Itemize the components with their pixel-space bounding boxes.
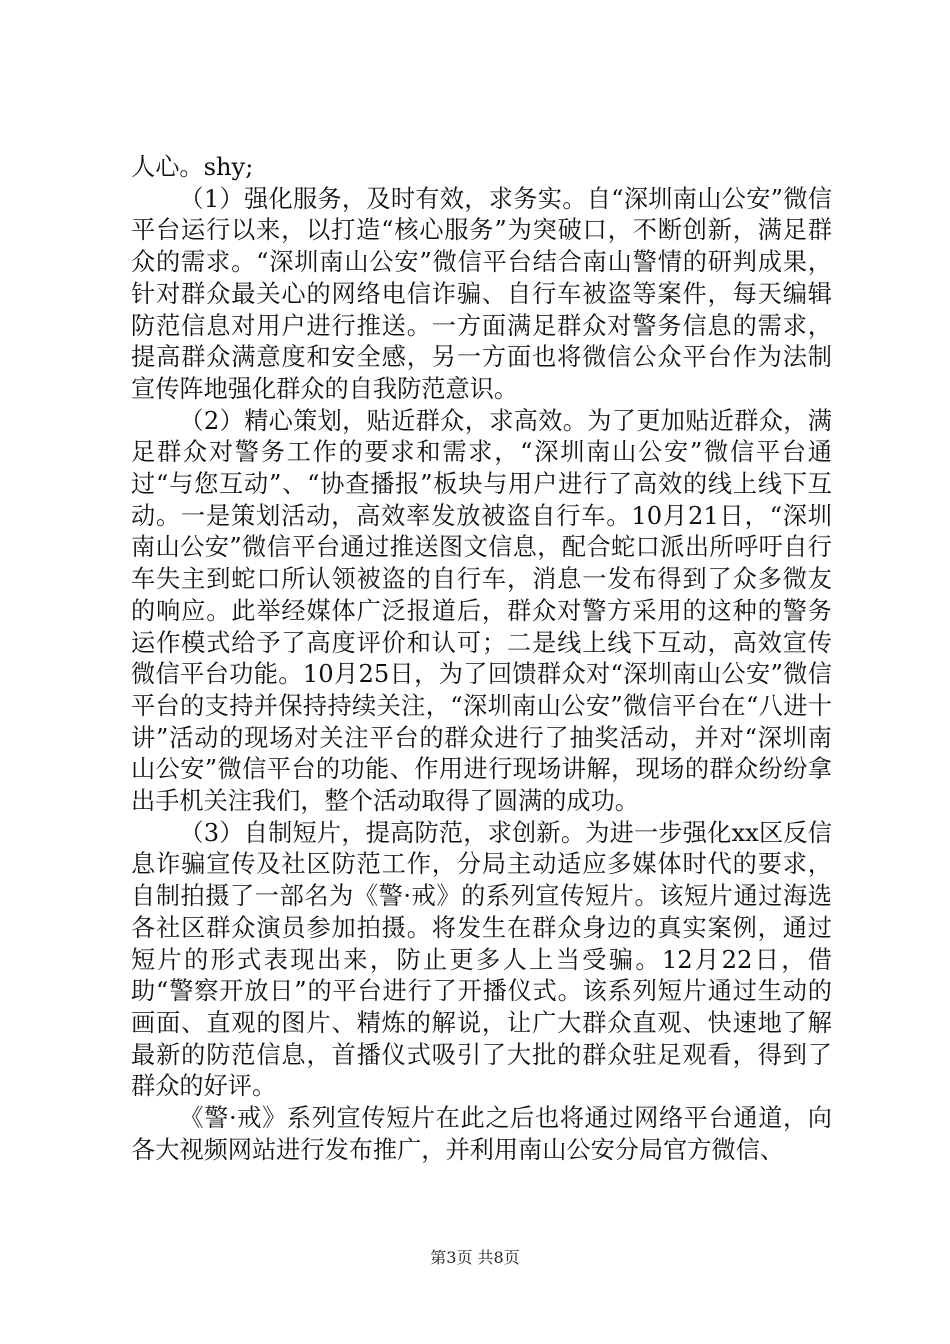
paragraph-short-film: （3）自制短片，提高防范，求创新。为进一步强化xx区反信息诈骗宣传及社区防范工作，分局主动适应多媒体时代的要求，自制拍摄了一部名为《警·戒》的系列宣传短片。该短片通过海选各社区群众演员参加拍摄。将发生在群众身边的真实案例，通过短片的形式表现出来，防止更多人上当受骗。12月22日，借助“警察开放日”的平台进行了开播仪式。该系列短片通过生动的画面、直观的图片、精炼的解说，让广大群众直观、快速地了解最新的防范信息，首播仪式吸引了大批的群众驻足观看，得到了群众的好评。 <box>131 818 832 1101</box>
page-footer: 第3页 共8页 <box>430 1248 520 1267</box>
paragraph-continuation: 人心。shy; <box>131 153 254 181</box>
paragraph-promotion: 《警·戒》系列宣传短片在此之后也将通过网络平台通道，向各大视频网站进行发布推广，并利用南山公安分局官方微信、 <box>131 1104 832 1164</box>
paragraph-planning: （2）精心策划，贴近群众，求高效。为了更加贴近群众，满足群众对警务工作的要求和需求，“深圳南山公安”微信平台通过“与您互动”、“协查播报”板块与用户进行了高效的线上线下互动。一是策划活动，高效率发放被盗自行车。10月21日，“深圳南山公安”微信平台通过推送图文信息，配合蛇口派出所呼吁自行车失主到蛇口所认领被盗的自行车，消息一发布得到了众多微友的响应。此举经媒体广泛报道后，群众对警方采用的这种的警务运作模式给予了高度评价和认可；二是线上线下互动，高效宣传微信平台功能。10月25日，为了回馈群众对“深圳南山公安”微信平台的支持并保持持续关注，“深圳南山公安”微信平台在“八进十讲”活动的现场对关注平台的群众进行了抽奖活动，并对“深圳南山公安”微信平台的功能、作用进行现场讲解，现场的群众纷纷拿出手机关注我们，整个活动取得了圆满的成功。 <box>131 406 832 816</box>
paragraph-service: （1）强化服务，及时有效，求务实。自“深圳南山公安”微信平台运行以来，以打造“核心服务”为突破口，不断创新，满足群众的需求。“深圳南山公安”微信平台结合南山警情的研判成果，针对群众最关心的网络电信诈骗、自行车被盗等案件，每天编辑防范信息对用户进行推送。一方面满足群众对警务信息的需求，提高群众满意度和安全感，另一方面也将微信公众平台作为法制宣传阵地强化群众的自我防范意识。 <box>131 184 832 403</box>
document-body <box>131 152 832 1167</box>
